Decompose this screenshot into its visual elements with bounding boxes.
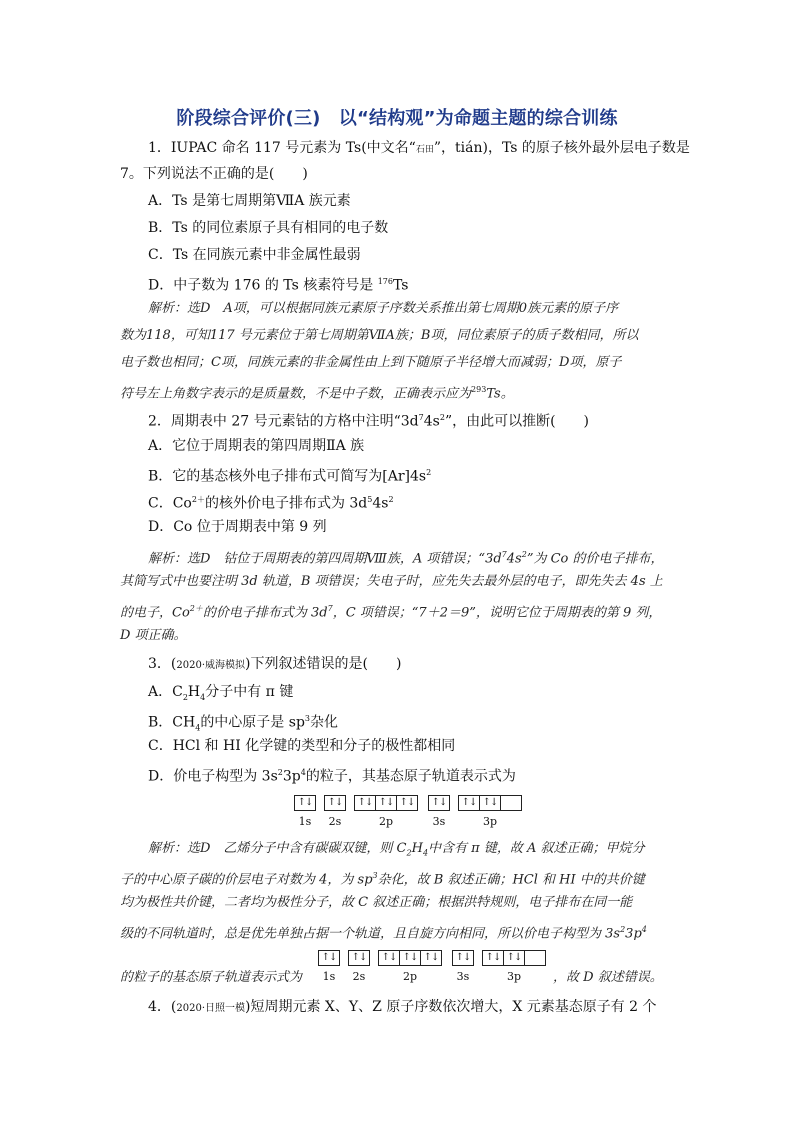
q2-option-c: C．$Co^{2+}$的核外价电子排布式为 $3d^54s^2$ xyxy=(148,495,394,512)
q1-analysis-line4: 符号左上角数字表示的是质量数，不是中子数，正确表示应为$^{293}$Ts。 xyxy=(120,385,514,402)
orbital-box: ↑↓ xyxy=(294,795,316,811)
q2-stem: 2．周期表中 27 号元素钴的方格中注明“$3d^74s^2$”，由此可以推断( ) xyxy=(148,413,590,430)
orbital-box: ↑↓ xyxy=(428,795,450,811)
q1-analysis-line1: 解析：选D A项，可以根据同族元素原子序数关系推出第七周期0族元素的原子序 xyxy=(148,301,619,316)
q1-option-b: B．Ts 的同位素原子具有相同的电子数 xyxy=(148,220,389,236)
orbital-box: ↑↓ xyxy=(482,950,504,966)
orbital-label: 3s xyxy=(432,815,446,828)
q3-analysis-line5-pre: 的粒子的基态原子轨道表示式为 xyxy=(120,970,303,985)
q4-stem: 4．(2020·日照一模)短周期元素 X、Y、Z 原子序数依次增大，X 元素基态原子有 2 个 xyxy=(148,999,657,1015)
q1-analysis-line2: 数为118，可知117 号元素位于第七周期第ⅦA族；B项，同位素原子的质子数相同，所以 xyxy=(120,328,639,343)
q2-analysis-line3: 的电子，$Co^{2+}$的价电子排布式为 $3d^7$，C 项错误；“7＋2＝9”，说明它位于周期表的第 9 列， xyxy=(120,604,662,621)
orbital-label: 2s xyxy=(328,815,342,828)
orbital-box: ↑↓ xyxy=(348,950,370,966)
orbital-box: ↑↓ xyxy=(375,795,397,811)
orbital-label: 2p xyxy=(378,815,394,828)
q3-analysis-line4: 级的不同轨道时，总是优先单独占据一个轨道，且自旋方向相同，所以价电子构型为 $3s^23p^4$ xyxy=(120,925,647,942)
q2-option-b: B．它的基态核外电子排布式可简写为$[Ar]4s^2$ xyxy=(148,468,432,485)
orbital-label: 3s xyxy=(456,970,470,983)
q3-analysis-line3: 均为极性共价键，二者均为极性分子，故 C 叙述正确；根据洪特规则，电子排布在同一能 xyxy=(120,895,633,910)
q3-stem: 3．(2020·威海模拟)下列叙述错误的是( ) xyxy=(148,656,402,672)
q1-stem-line1: 1．IUPAC 命名 117 号元素为 Ts(中文名“石田”，tián)，Ts 的原子核外最外层电子数是 xyxy=(148,140,690,156)
orbital-box: ↑↓ xyxy=(318,950,340,966)
orbital-label: 3p xyxy=(506,970,522,983)
q1-stem-line2: 7。下列说法不正确的是( ) xyxy=(120,166,308,182)
q3-option-c: C．HCl 和 HI 化学键的类型和分子的极性都相同 xyxy=(148,738,456,754)
orbital-label: 3p xyxy=(482,815,498,828)
q2-option-a: A．它位于周期表的第四周期ⅡA 族 xyxy=(148,438,365,454)
orbital-box: ↑↓ xyxy=(452,950,474,966)
q1-option-a: A．Ts 是第七周期第ⅦA 族元素 xyxy=(148,193,351,209)
orbital-box: ↑↓ xyxy=(399,950,421,966)
ts-character: 石田 xyxy=(415,145,434,155)
orbital-label: 2p xyxy=(402,970,418,983)
orbital-box: ↑↓ xyxy=(378,950,400,966)
q1-analysis-line3: 电子数也相同；C项，同族元素的非金属性由上到下随原子半径增大而减弱；D项，原子 xyxy=(120,355,622,370)
orbital-box: ↑↓ xyxy=(458,795,480,811)
q3-analysis-line5-post: ，故 D 叙述错误。 xyxy=(553,970,663,985)
q3-option-b: B．$CH_4$的中心原子是 $sp^3$杂化 xyxy=(148,714,339,733)
orbital-label: 2s xyxy=(352,970,366,983)
orbital-box: ↑↓ xyxy=(479,795,501,811)
q3-option-d: D．价电子构型为 $3s^23p^4$的粒子，其基态原子轨道表示式为 xyxy=(148,768,516,785)
orbital-box xyxy=(524,950,546,966)
page-title: 阶段综合评价(三) 以“结构观”为命题主题的综合训练 xyxy=(176,108,618,129)
q3-analysis-line2: 子的中心原子碳的价层电子对数为 4，为 $sp^3$杂化，故 B 叙述正确；HCl 和 HI 中的共价键 xyxy=(120,871,645,888)
q3-analysis-line1: 解析：选D 乙烯分子中含有碳碳双键，则 $C_2H_4$中含有 π 键，故 A 叙述正确；甲烷分 xyxy=(148,841,645,858)
orbital-box xyxy=(500,795,522,811)
orbital-box: ↑↓ xyxy=(354,795,376,811)
q2-analysis-line4: D 项正确。 xyxy=(120,628,187,643)
orbital-box: ↑↓ xyxy=(503,950,525,966)
orbital-box: ↑↓ xyxy=(420,950,442,966)
q3-option-a: A．$C_2H_4$分子中有 π 键 xyxy=(148,684,294,702)
q2-analysis-line2: 其简写式中也要注明 3d 轨道，B 项错误；失电子时，应先失去最外层的电子，即先失去 4s 上 xyxy=(120,574,663,589)
orbital-box: ↑↓ xyxy=(396,795,418,811)
orbital-label: 1s xyxy=(322,970,336,983)
orbital-box: ↑↓ xyxy=(324,795,346,811)
q1-option-d: D．中子数为 176 的 Ts 核素符号是 $^{176}$Ts xyxy=(148,277,409,294)
orbital-label: 1s xyxy=(298,815,312,828)
q1-option-c: C．Ts 在同族元素中非金属性最弱 xyxy=(148,247,361,263)
q2-option-d: D．Co 位于周期表中第 9 列 xyxy=(148,519,327,535)
q2-analysis-line1: 解析：选D 钴位于周期表的第四周期Ⅷ族，A 项错误；“$3d^74s^2$”为 Co 的价电子排布， xyxy=(148,550,664,567)
